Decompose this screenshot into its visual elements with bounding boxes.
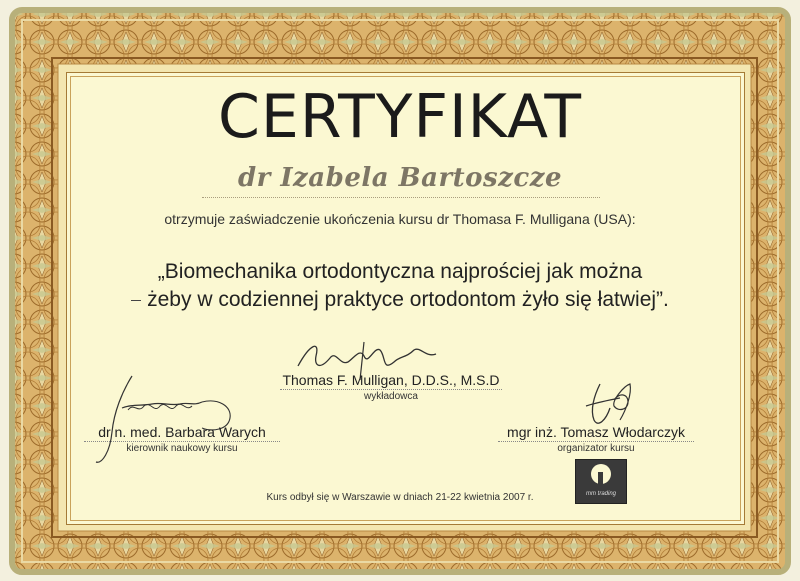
course-title-line-1: „Biomechanika ortodontyczna najprościej jak można [157, 260, 643, 283]
recipient-name: dr Izabela Bartoszcze [237, 163, 563, 193]
director-signature-block [84, 424, 280, 454]
organizer-signature-line [498, 441, 694, 442]
lecturer-name: Thomas F. Mulligan, D.D.S., M.S.D [282, 372, 500, 388]
course-title [0, 258, 800, 314]
lecturer-role: wykładowca [364, 391, 418, 402]
certificate-title: CERTYFIKAT [218, 82, 582, 152]
lecturer-signature-block [280, 372, 502, 402]
dash-mark [131, 300, 141, 301]
director-role: kierownik naukowy kursu [126, 443, 238, 454]
director-signature-line [84, 441, 280, 442]
director-name: dr n. med. Barbara Warych [98, 424, 266, 440]
lecturer-signature-line [280, 389, 502, 390]
organizer-signature-icon [580, 380, 640, 430]
organizer-signature-block [498, 424, 694, 454]
organizer-logo [575, 459, 627, 504]
certificate-subtitle: otrzymuje zaświadczenie ukończenia kursu dr Thomasa F. Mulligana (USA): [164, 211, 636, 227]
organizer-role: organizator kursu [557, 443, 635, 454]
organizer-name: mgr inż. Tomasz Włodarczyk [507, 424, 685, 440]
course-title-line-2-wrap [0, 286, 800, 314]
course-footer: Kurs odbył się w Warszawie w dniach 21-22 kwietnia 2007 r. [266, 492, 534, 503]
recipient-underline [202, 197, 600, 198]
logo-text: mm trading [585, 491, 616, 497]
course-title-line-2: żeby w codziennej praktyce ortodontom żyło się łatwiej”. [147, 288, 669, 311]
